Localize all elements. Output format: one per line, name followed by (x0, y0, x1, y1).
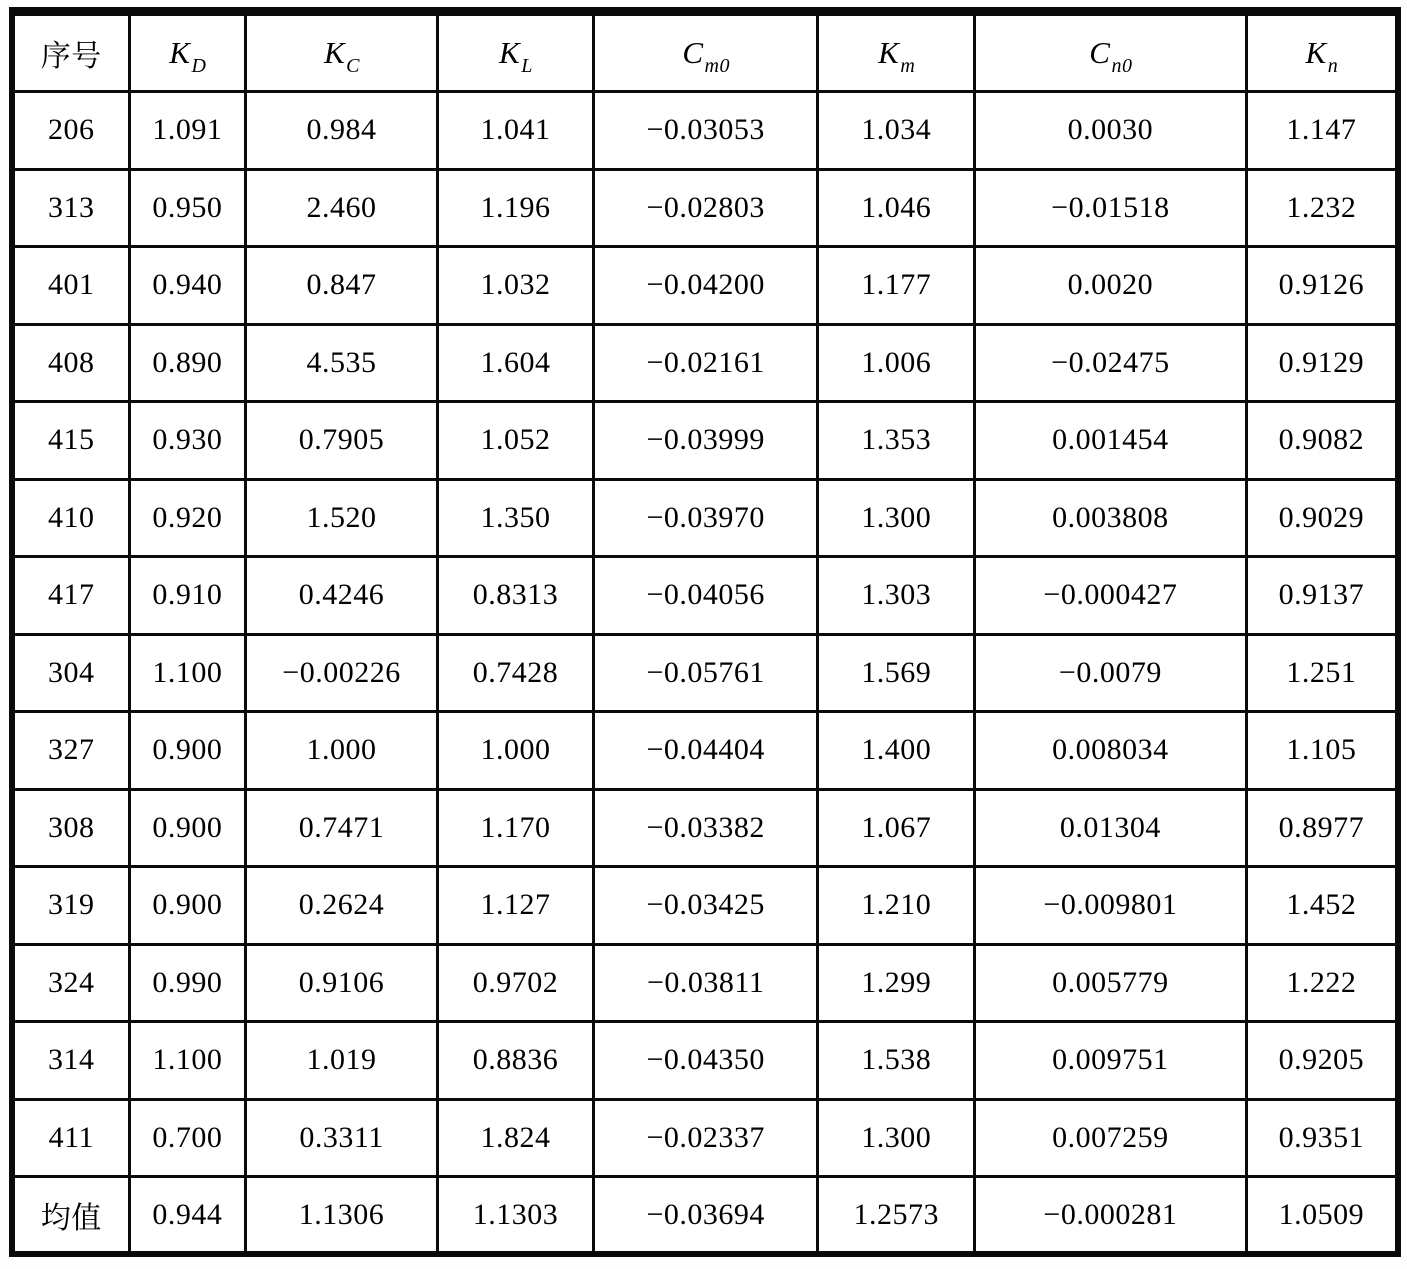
header-symbol: K (878, 35, 900, 70)
value-cell: −0.05761 (593, 634, 818, 712)
value-cell: 1.300 (818, 479, 975, 557)
row-label-cell: 327 (12, 712, 129, 790)
value-cell: 1.196 (437, 169, 593, 247)
row-label-cell: 415 (12, 402, 129, 480)
value-cell: 1.170 (437, 789, 593, 867)
value-cell: 0.700 (129, 1099, 245, 1177)
value-cell: 1.520 (246, 479, 438, 557)
value-cell: 0.8313 (437, 557, 593, 635)
value-cell: 0.984 (246, 92, 438, 170)
table-body (12, 92, 1398, 1255)
value-cell: 0.9137 (1246, 557, 1398, 635)
value-cell: 1.032 (437, 247, 593, 325)
column-header (975, 12, 1247, 92)
row-label-cell: 417 (12, 557, 129, 635)
value-cell: −0.02337 (593, 1099, 818, 1177)
value-cell: 0.9129 (1246, 324, 1398, 402)
value-cell: 0.007259 (975, 1099, 1247, 1177)
value-cell: 1.019 (246, 1022, 438, 1100)
value-cell: 0.8977 (1246, 789, 1398, 867)
header-subscript: D (191, 55, 207, 78)
table-row (12, 867, 1398, 945)
table-row (12, 712, 1398, 790)
value-cell: 0.9126 (1246, 247, 1398, 325)
value-cell: 1.569 (818, 634, 975, 712)
table-row (12, 247, 1398, 325)
value-cell: 1.222 (1246, 944, 1398, 1022)
column-header (437, 12, 593, 92)
value-cell: 0.4246 (246, 557, 438, 635)
value-cell: 0.9082 (1246, 402, 1398, 480)
table-row (12, 92, 1398, 170)
value-cell: 0.3311 (246, 1099, 438, 1177)
value-cell: 1.091 (129, 92, 245, 170)
value-cell: 1.0509 (1246, 1177, 1398, 1255)
value-cell: 0.0030 (975, 92, 1247, 170)
value-cell: 1.452 (1246, 867, 1398, 945)
value-cell: 0.900 (129, 789, 245, 867)
header-subscript: m (900, 55, 916, 78)
value-cell: 0.8836 (437, 1022, 593, 1100)
row-label-cell: 411 (12, 1099, 129, 1177)
value-cell: 1.177 (818, 247, 975, 325)
value-cell: −0.03694 (593, 1177, 818, 1255)
value-cell: −0.000427 (975, 557, 1247, 635)
column-header (593, 12, 818, 92)
table-row (12, 402, 1398, 480)
table-row (12, 169, 1398, 247)
header-symbol: C (1089, 35, 1111, 70)
header-symbol: C (682, 35, 704, 70)
value-cell: 0.990 (129, 944, 245, 1022)
value-cell: 1.046 (818, 169, 975, 247)
value-cell: 0.9205 (1246, 1022, 1398, 1100)
value-cell: 1.006 (818, 324, 975, 402)
coefficients-table (9, 7, 1401, 1257)
value-cell: 0.930 (129, 402, 245, 480)
value-cell: 0.0020 (975, 247, 1247, 325)
table-row (12, 557, 1398, 635)
header-subscript: n0 (1111, 55, 1133, 78)
table-row (12, 324, 1398, 402)
value-cell: −0.04056 (593, 557, 818, 635)
header-subscript: L (521, 55, 533, 78)
value-cell: 0.940 (129, 247, 245, 325)
value-cell: −0.02161 (593, 324, 818, 402)
value-cell: 1.041 (437, 92, 593, 170)
column-header (818, 12, 975, 92)
value-cell: 1.000 (437, 712, 593, 790)
column-header (12, 12, 129, 92)
header-symbol: K (169, 35, 191, 70)
value-cell: 1.100 (129, 634, 245, 712)
value-cell: 1.303 (818, 557, 975, 635)
value-cell: 1.067 (818, 789, 975, 867)
value-cell: 2.460 (246, 169, 438, 247)
value-cell: −0.02475 (975, 324, 1247, 402)
table-header (12, 12, 1398, 92)
value-cell: −0.009801 (975, 867, 1247, 945)
value-cell: −0.03382 (593, 789, 818, 867)
header-row (12, 12, 1398, 92)
row-label-cell: 410 (12, 479, 129, 557)
table-row (12, 1099, 1398, 1177)
column-header (1246, 12, 1398, 92)
header-symbol: K (499, 35, 521, 70)
header-symbol: K (323, 35, 346, 70)
row-label-cell: 401 (12, 247, 129, 325)
value-cell: −0.04404 (593, 712, 818, 790)
value-cell: 1.300 (818, 1099, 975, 1177)
header-label: 序号 (40, 40, 102, 73)
value-cell: −0.03053 (593, 92, 818, 170)
value-cell: 1.350 (437, 479, 593, 557)
value-cell: 1.127 (437, 867, 593, 945)
value-cell: −0.03425 (593, 867, 818, 945)
value-cell: 1.052 (437, 402, 593, 480)
value-cell: 0.9106 (246, 944, 438, 1022)
row-label-cell: 313 (12, 169, 129, 247)
column-header (129, 12, 245, 92)
value-cell: 0.9029 (1246, 479, 1398, 557)
value-cell: 1.147 (1246, 92, 1398, 170)
value-cell: 1.299 (818, 944, 975, 1022)
row-label-cell: 308 (12, 789, 129, 867)
value-cell: 1.538 (818, 1022, 975, 1100)
value-cell: 1.353 (818, 402, 975, 480)
value-cell: 1.000 (246, 712, 438, 790)
value-cell: 4.535 (246, 324, 438, 402)
table-row (12, 789, 1398, 867)
value-cell: 1.2573 (818, 1177, 975, 1255)
value-cell: 1.604 (437, 324, 593, 402)
table-row (12, 479, 1398, 557)
value-cell: 0.950 (129, 169, 245, 247)
value-cell: −0.00226 (246, 634, 438, 712)
value-cell: 0.7471 (246, 789, 438, 867)
value-cell: 1.232 (1246, 169, 1398, 247)
value-cell: 1.034 (818, 92, 975, 170)
value-cell: −0.0079 (975, 634, 1247, 712)
value-cell: 0.7428 (437, 634, 593, 712)
value-cell: 1.400 (818, 712, 975, 790)
value-cell: 0.003808 (975, 479, 1247, 557)
value-cell: −0.03999 (593, 402, 818, 480)
value-cell: 1.1303 (437, 1177, 593, 1255)
value-cell: 0.900 (129, 712, 245, 790)
value-cell: 0.005779 (975, 944, 1247, 1022)
value-cell: −0.04200 (593, 247, 818, 325)
value-cell: −0.03811 (593, 944, 818, 1022)
header-subscript: m0 (704, 55, 730, 78)
value-cell: 0.7905 (246, 402, 438, 480)
row-label-cell: 304 (12, 634, 129, 712)
value-cell: 0.890 (129, 324, 245, 402)
value-cell: 0.2624 (246, 867, 438, 945)
value-cell: 0.9702 (437, 944, 593, 1022)
value-cell: −0.04350 (593, 1022, 818, 1100)
table-row (12, 634, 1398, 712)
row-label-cell: 408 (12, 324, 129, 402)
value-cell: 1.824 (437, 1099, 593, 1177)
row-label-cell: 206 (12, 92, 129, 170)
value-cell: 0.008034 (975, 712, 1247, 790)
value-cell: 0.001454 (975, 402, 1247, 480)
header-subscript: C (346, 55, 361, 78)
value-cell: −0.03970 (593, 479, 818, 557)
value-cell: 1.210 (818, 867, 975, 945)
value-cell: 0.920 (129, 479, 245, 557)
row-label-cell: 均值 (12, 1177, 129, 1255)
value-cell: 0.9351 (1246, 1099, 1398, 1177)
table-row (12, 944, 1398, 1022)
value-cell: −0.000281 (975, 1177, 1247, 1255)
value-cell: 1.1306 (246, 1177, 438, 1255)
value-cell: 0.01304 (975, 789, 1247, 867)
row-label-cell: 314 (12, 1022, 129, 1100)
column-header (246, 12, 438, 92)
row-label-cell: 324 (12, 944, 129, 1022)
value-cell: 1.100 (129, 1022, 245, 1100)
header-symbol: K (1305, 35, 1327, 70)
value-cell: 0.009751 (975, 1022, 1247, 1100)
value-cell: 1.251 (1246, 634, 1398, 712)
value-cell: 1.105 (1246, 712, 1398, 790)
value-cell: 0.910 (129, 557, 245, 635)
value-cell: −0.01518 (975, 169, 1247, 247)
table-row (12, 1022, 1398, 1100)
row-label-cell: 319 (12, 867, 129, 945)
table-row (12, 1177, 1398, 1255)
header-subscript: n (1327, 55, 1339, 78)
value-cell: 0.847 (246, 247, 438, 325)
value-cell: 0.944 (129, 1177, 245, 1255)
value-cell: −0.02803 (593, 169, 818, 247)
value-cell: 0.900 (129, 867, 245, 945)
